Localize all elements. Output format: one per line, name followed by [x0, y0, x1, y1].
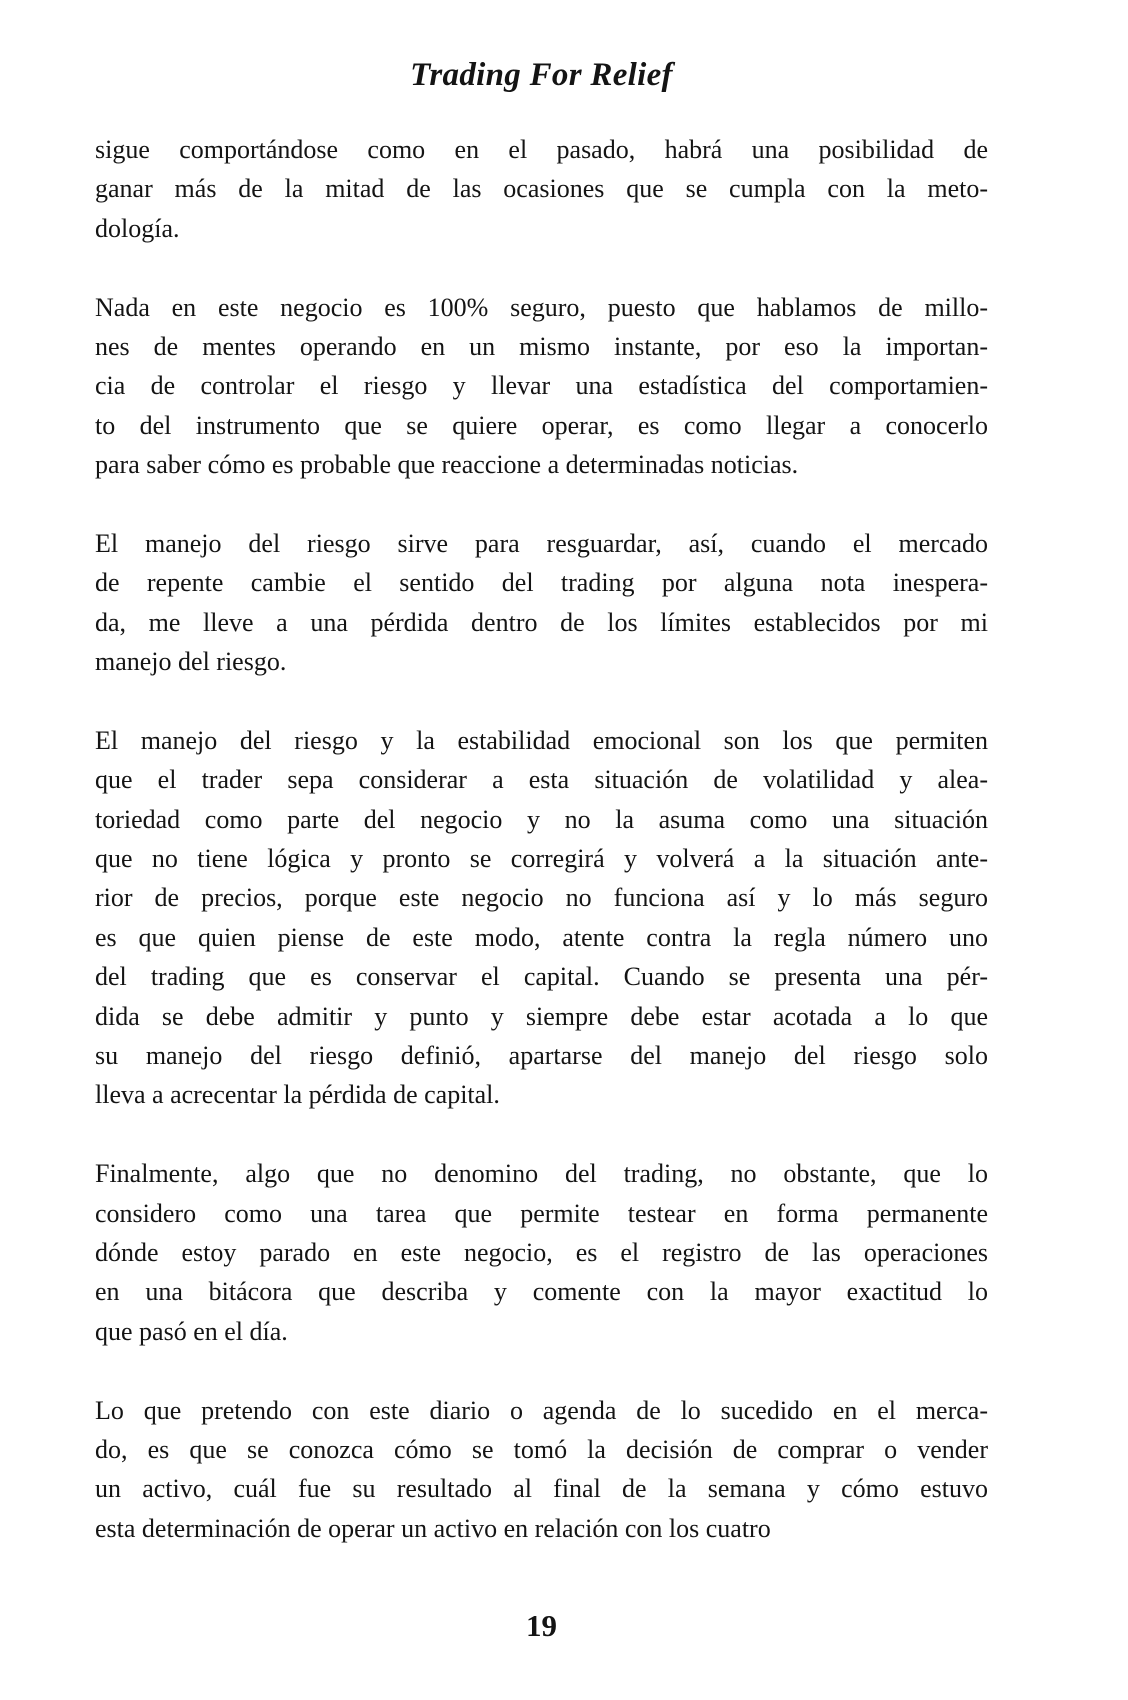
- text-line: en una bitácora que describa y comente con la mayor exactitud lo: [95, 1277, 988, 1307]
- paragraph-2: [95, 288, 988, 485]
- text-line: to del instrumento que se quiere operar, es como llegar a conocerlo: [95, 410, 988, 440]
- running-head-title: Trading For Relief: [410, 57, 673, 93]
- text-line: que no tiene lógica y pronto se corregirá y volverá a la situación ante-: [95, 844, 988, 874]
- text-line: da, me lleve a una pérdida dentro de los límites establecidos por mi: [95, 607, 988, 637]
- text-line: sigue comportándose como en el pasado, habrá una posibilidad de: [95, 135, 988, 164]
- text-line: su manejo del riesgo definió, apartarse del manejo del riesgo solo: [95, 1040, 988, 1070]
- paragraph-4: [95, 721, 988, 1115]
- text-line: considero como una tarea que permite testear en forma permanente: [95, 1198, 988, 1228]
- text-line: un activo, cuál fue su resultado al final de la semana y cómo estuvo: [95, 1474, 988, 1504]
- text-line: dónde estoy parado en este negocio, es el registro de las operaciones: [95, 1237, 988, 1267]
- text-line: esta determinación de operar un activo en relación con los cuatro: [95, 1513, 771, 1543]
- text-line: de repente cambie el sentido del trading por alguna nota inespera-: [95, 568, 988, 598]
- page-number: 19: [526, 1608, 557, 1643]
- text-line: rior de precios, porque este negocio no funciona así y lo más seguro: [95, 883, 988, 913]
- paragraph-5: [95, 1154, 988, 1351]
- text-line: Lo que pretendo con este diario o agenda de lo sucedido en el merca-: [95, 1395, 988, 1425]
- text-line: Finalmente, algo que no denomino del trading, no obstante, que lo: [95, 1159, 988, 1189]
- paragraph-6: [95, 1391, 988, 1549]
- text-line: toriedad como parte del negocio y no la asuma como una situación: [95, 804, 988, 834]
- text-line: nes de mentes operando en un mismo instante, por eso la importan-: [95, 331, 988, 361]
- text-line: del trading que es conservar el capital. Cuando se presenta una pér-: [95, 962, 988, 992]
- text-line: es que quien piense de este modo, atente contra la regla número uno: [95, 922, 988, 952]
- text-line: lleva a acrecentar la pérdida de capital.: [95, 1080, 500, 1110]
- text-line: El manejo del riesgo y la estabilidad emocional son los que permiten: [95, 725, 988, 755]
- text-line: manejo del riesgo.: [95, 647, 287, 677]
- text-line: dida se debe admitir y punto y siempre debe estar acotada a lo que: [95, 1001, 988, 1031]
- text-line: para saber cómo es probable que reaccione a determinadas noticias.: [95, 450, 799, 480]
- body-text: [95, 130, 988, 1548]
- text-line: El manejo del riesgo sirve para resguardar, así, cuando el mercado: [95, 528, 988, 558]
- paragraph-3: [95, 524, 988, 682]
- text-line: que el trader sepa considerar a esta situación de volatilidad y alea-: [95, 765, 988, 795]
- paragraph-1: [95, 130, 988, 248]
- text-line: dología.: [95, 213, 180, 243]
- text-line: ganar más de la mitad de las ocasiones que se cumpla con la meto-: [95, 174, 988, 204]
- text-line: Nada en este negocio es 100% seguro, puesto que hablamos de millo-: [95, 292, 988, 322]
- text-line: do, es que se conozca cómo se tomó la decisión de comprar o vender: [95, 1434, 988, 1464]
- text-line: cia de controlar el riesgo y llevar una estadística del comportamien-: [95, 371, 988, 401]
- text-line: que pasó en el día.: [95, 1316, 288, 1346]
